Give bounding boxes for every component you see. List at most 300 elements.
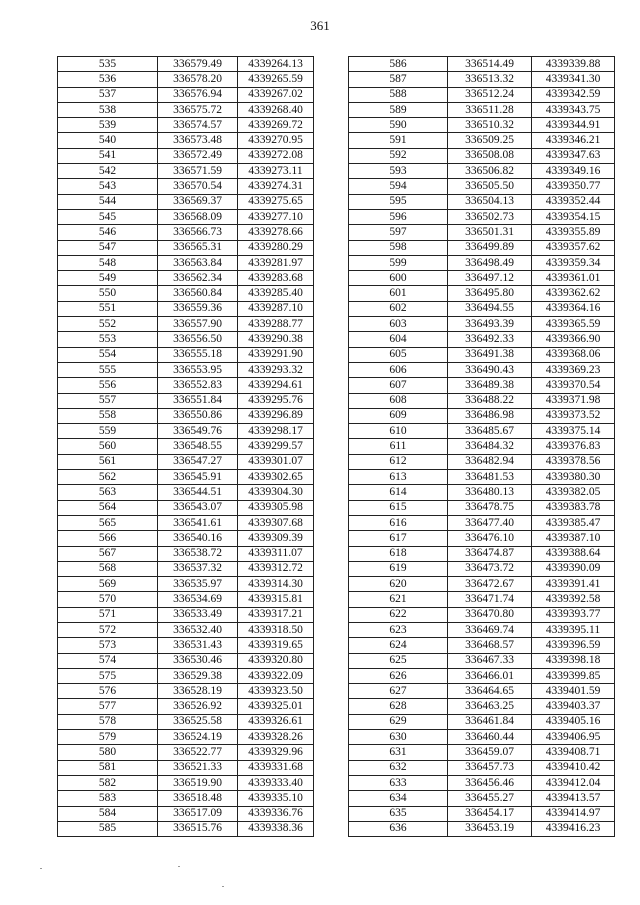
- x-coordinate-cell: 336477.40: [448, 515, 532, 530]
- y-coordinate-cell: 4339413.57: [532, 791, 615, 806]
- point-number-cell: 567: [58, 546, 158, 561]
- point-number-cell: 624: [349, 638, 448, 653]
- x-coordinate-cell: 336512.24: [448, 87, 532, 102]
- x-coordinate-cell: 336467.33: [448, 653, 532, 668]
- point-number-cell: 632: [349, 760, 448, 775]
- x-coordinate-cell: 336522.77: [158, 745, 238, 760]
- table-row: [58, 164, 314, 179]
- point-number-cell: 615: [349, 500, 448, 515]
- table-row: [58, 745, 314, 760]
- table-row: [349, 668, 615, 683]
- point-number-cell: 548: [58, 255, 158, 270]
- x-coordinate-cell: 336492.33: [448, 332, 532, 347]
- x-coordinate-cell: 336553.95: [158, 362, 238, 377]
- point-number-cell: 536: [58, 72, 158, 87]
- y-coordinate-cell: 4339414.97: [532, 806, 615, 821]
- y-coordinate-cell: 4339272.08: [238, 148, 314, 163]
- y-coordinate-cell: 4339399.85: [532, 668, 615, 683]
- point-number-cell: 547: [58, 240, 158, 255]
- y-coordinate-cell: 4339287.10: [238, 301, 314, 316]
- table-row: [58, 791, 314, 806]
- point-number-cell: 542: [58, 164, 158, 179]
- table-row: [349, 745, 615, 760]
- y-coordinate-cell: 4339366.90: [532, 332, 615, 347]
- y-coordinate-cell: 4339342.59: [532, 87, 615, 102]
- y-coordinate-cell: 4339277.10: [238, 209, 314, 224]
- x-coordinate-cell: 336494.55: [448, 301, 532, 316]
- table-row: [58, 714, 314, 729]
- table-row: [58, 378, 314, 393]
- point-number-cell: 603: [349, 317, 448, 332]
- x-coordinate-cell: 336490.43: [448, 362, 532, 377]
- x-coordinate-cell: 336559.36: [158, 301, 238, 316]
- point-number-cell: 622: [349, 607, 448, 622]
- point-number-cell: 566: [58, 531, 158, 546]
- table-row: [349, 821, 615, 836]
- table-row: [349, 118, 615, 133]
- x-coordinate-cell: 336508.08: [448, 148, 532, 163]
- y-coordinate-cell: 4339398.18: [532, 653, 615, 668]
- table-row: [349, 531, 615, 546]
- x-coordinate-cell: 336514.49: [448, 57, 532, 72]
- y-coordinate-cell: 4339315.81: [238, 592, 314, 607]
- x-coordinate-cell: 336469.74: [448, 622, 532, 637]
- y-coordinate-cell: 4339383.78: [532, 500, 615, 515]
- x-coordinate-cell: 336572.49: [158, 148, 238, 163]
- coordinates-table-right: [348, 56, 615, 837]
- table-row: [349, 653, 615, 668]
- point-number-cell: 629: [349, 714, 448, 729]
- y-coordinate-cell: 4339296.89: [238, 408, 314, 423]
- table-row: [58, 286, 314, 301]
- x-coordinate-cell: 336463.25: [448, 699, 532, 714]
- coordinates-table-left-body: [58, 57, 314, 837]
- point-number-cell: 619: [349, 561, 448, 576]
- y-coordinate-cell: 4339302.65: [238, 470, 314, 485]
- table-row: [58, 209, 314, 224]
- table-row: [349, 194, 615, 209]
- point-number-cell: 539: [58, 118, 158, 133]
- table-row: [58, 255, 314, 270]
- x-coordinate-cell: 336548.55: [158, 439, 238, 454]
- x-coordinate-cell: 336563.84: [158, 255, 238, 270]
- point-number-cell: 625: [349, 653, 448, 668]
- y-coordinate-cell: 4339416.23: [532, 821, 615, 836]
- table-row: [58, 240, 314, 255]
- point-number-cell: 634: [349, 791, 448, 806]
- x-coordinate-cell: 336489.38: [448, 378, 532, 393]
- point-number-cell: 537: [58, 87, 158, 102]
- table-row: [349, 408, 615, 423]
- table-row: [58, 424, 314, 439]
- point-number-cell: 535: [58, 57, 158, 72]
- x-coordinate-cell: 336470.80: [448, 607, 532, 622]
- table-row: [349, 500, 615, 515]
- x-coordinate-cell: 336498.49: [448, 255, 532, 270]
- point-number-cell: 563: [58, 485, 158, 500]
- point-number-cell: 631: [349, 745, 448, 760]
- table-row: [349, 347, 615, 362]
- table-row: [58, 684, 314, 699]
- x-coordinate-cell: 336557.90: [158, 317, 238, 332]
- table-row: [349, 57, 615, 72]
- table-row: [58, 531, 314, 546]
- point-number-cell: 627: [349, 684, 448, 699]
- y-coordinate-cell: 4339269.72: [238, 118, 314, 133]
- y-coordinate-cell: 4339371.98: [532, 393, 615, 408]
- y-coordinate-cell: 4339373.52: [532, 408, 615, 423]
- y-coordinate-cell: 4339408.71: [532, 745, 615, 760]
- point-number-cell: 613: [349, 470, 448, 485]
- table-row: [58, 470, 314, 485]
- x-coordinate-cell: 336460.44: [448, 730, 532, 745]
- x-coordinate-cell: 336537.32: [158, 561, 238, 576]
- y-coordinate-cell: 4339378.56: [532, 454, 615, 469]
- x-coordinate-cell: 336515.76: [158, 821, 238, 836]
- point-number-cell: 553: [58, 332, 158, 347]
- table-row: [349, 102, 615, 117]
- table-row: [349, 424, 615, 439]
- table-row: [58, 607, 314, 622]
- table-row: [349, 684, 615, 699]
- table-row: [349, 317, 615, 332]
- y-coordinate-cell: 4339274.31: [238, 179, 314, 194]
- point-number-cell: 598: [349, 240, 448, 255]
- point-number-cell: 623: [349, 622, 448, 637]
- point-number-cell: 636: [349, 821, 448, 836]
- point-number-cell: 599: [349, 255, 448, 270]
- y-coordinate-cell: 4339307.68: [238, 515, 314, 530]
- y-coordinate-cell: 4339298.17: [238, 424, 314, 439]
- x-coordinate-cell: 336485.67: [448, 424, 532, 439]
- point-number-cell: 590: [349, 118, 448, 133]
- x-coordinate-cell: 336499.89: [448, 240, 532, 255]
- x-coordinate-cell: 336565.31: [158, 240, 238, 255]
- point-number-cell: 580: [58, 745, 158, 760]
- table-row: [58, 317, 314, 332]
- point-number-cell: 570: [58, 592, 158, 607]
- point-number-cell: 561: [58, 454, 158, 469]
- point-number-cell: 586: [349, 57, 448, 72]
- y-coordinate-cell: 4339311.07: [238, 546, 314, 561]
- table-row: [349, 301, 615, 316]
- point-number-cell: 606: [349, 362, 448, 377]
- y-coordinate-cell: 4339312.72: [238, 561, 314, 576]
- point-number-cell: 555: [58, 362, 158, 377]
- table-row: [349, 622, 615, 637]
- y-coordinate-cell: 4339301.07: [238, 454, 314, 469]
- y-coordinate-cell: 4339364.16: [532, 301, 615, 316]
- x-coordinate-cell: 336533.49: [158, 607, 238, 622]
- table-row: [58, 393, 314, 408]
- x-coordinate-cell: 336532.40: [158, 622, 238, 637]
- x-coordinate-cell: 336488.22: [448, 393, 532, 408]
- y-coordinate-cell: 4339336.76: [238, 806, 314, 821]
- x-coordinate-cell: 336531.43: [158, 638, 238, 653]
- point-number-cell: 593: [349, 164, 448, 179]
- x-coordinate-cell: 336495.80: [448, 286, 532, 301]
- point-number-cell: 626: [349, 668, 448, 683]
- y-coordinate-cell: 4339273.11: [238, 164, 314, 179]
- table-row: [58, 653, 314, 668]
- x-coordinate-cell: 336464.65: [448, 684, 532, 699]
- point-number-cell: 585: [58, 821, 158, 836]
- point-number-cell: 568: [58, 561, 158, 576]
- y-coordinate-cell: 4339278.66: [238, 225, 314, 240]
- point-number-cell: 578: [58, 714, 158, 729]
- y-coordinate-cell: 4339335.10: [238, 791, 314, 806]
- point-number-cell: 588: [349, 87, 448, 102]
- x-coordinate-cell: 336568.09: [158, 209, 238, 224]
- point-number-cell: 562: [58, 470, 158, 485]
- x-coordinate-cell: 336569.37: [158, 194, 238, 209]
- point-number-cell: 595: [349, 194, 448, 209]
- x-coordinate-cell: 336579.49: [158, 57, 238, 72]
- x-coordinate-cell: 336535.97: [158, 577, 238, 592]
- y-coordinate-cell: 4339268.40: [238, 102, 314, 117]
- y-coordinate-cell: 4339329.96: [238, 745, 314, 760]
- point-number-cell: 546: [58, 225, 158, 240]
- y-coordinate-cell: 4339401.59: [532, 684, 615, 699]
- y-coordinate-cell: 4339362.62: [532, 286, 615, 301]
- point-number-cell: 608: [349, 393, 448, 408]
- y-coordinate-cell: 4339392.58: [532, 592, 615, 607]
- y-coordinate-cell: 4339331.68: [238, 760, 314, 775]
- table-row: [349, 775, 615, 790]
- y-coordinate-cell: 4339347.63: [532, 148, 615, 163]
- y-coordinate-cell: 4339299.57: [238, 439, 314, 454]
- table-row: [58, 546, 314, 561]
- table-row: [58, 500, 314, 515]
- table-row: [349, 806, 615, 821]
- point-number-cell: 576: [58, 684, 158, 699]
- table-row: [58, 301, 314, 316]
- point-number-cell: 621: [349, 592, 448, 607]
- x-coordinate-cell: 336510.32: [448, 118, 532, 133]
- y-coordinate-cell: 4339319.65: [238, 638, 314, 653]
- table-row: [58, 775, 314, 790]
- table-row: [58, 408, 314, 423]
- table-row: [349, 179, 615, 194]
- point-number-cell: 552: [58, 317, 158, 332]
- y-coordinate-cell: 4339368.06: [532, 347, 615, 362]
- x-coordinate-cell: 336504.13: [448, 194, 532, 209]
- y-coordinate-cell: 4339288.77: [238, 317, 314, 332]
- table-row: [58, 362, 314, 377]
- x-coordinate-cell: 336476.10: [448, 531, 532, 546]
- point-number-cell: 617: [349, 531, 448, 546]
- point-number-cell: 600: [349, 271, 448, 286]
- y-coordinate-cell: 4339295.76: [238, 393, 314, 408]
- table-row: [58, 57, 314, 72]
- y-coordinate-cell: 4339267.02: [238, 87, 314, 102]
- table-row: [58, 179, 314, 194]
- y-coordinate-cell: 4339325.01: [238, 699, 314, 714]
- point-number-cell: 571: [58, 607, 158, 622]
- x-coordinate-cell: 336552.83: [158, 378, 238, 393]
- point-number-cell: 614: [349, 485, 448, 500]
- y-coordinate-cell: 4339270.95: [238, 133, 314, 148]
- x-coordinate-cell: 336511.28: [448, 102, 532, 117]
- x-coordinate-cell: 336544.51: [158, 485, 238, 500]
- table-row: [349, 393, 615, 408]
- table-row: [58, 118, 314, 133]
- x-coordinate-cell: 336560.84: [158, 286, 238, 301]
- scan-speck: [40, 868, 42, 869]
- x-coordinate-cell: 336534.69: [158, 592, 238, 607]
- table-row: [349, 286, 615, 301]
- page-number: 361: [310, 18, 330, 33]
- point-number-cell: 551: [58, 301, 158, 316]
- point-number-cell: 596: [349, 209, 448, 224]
- table-row: [349, 607, 615, 622]
- table-row: [349, 561, 615, 576]
- x-coordinate-cell: 336524.19: [158, 730, 238, 745]
- point-number-cell: 604: [349, 332, 448, 347]
- y-coordinate-cell: 4339280.29: [238, 240, 314, 255]
- y-coordinate-cell: 4339410.42: [532, 760, 615, 775]
- y-coordinate-cell: 4339275.65: [238, 194, 314, 209]
- x-coordinate-cell: 336468.57: [448, 638, 532, 653]
- point-number-cell: 630: [349, 730, 448, 745]
- y-coordinate-cell: 4339283.68: [238, 271, 314, 286]
- point-number-cell: 618: [349, 546, 448, 561]
- y-coordinate-cell: 4339403.37: [532, 699, 615, 714]
- y-coordinate-cell: 4339290.38: [238, 332, 314, 347]
- x-coordinate-cell: 336493.39: [448, 317, 532, 332]
- y-coordinate-cell: 4339365.59: [532, 317, 615, 332]
- coordinates-table-left: [57, 56, 314, 837]
- point-number-cell: 592: [349, 148, 448, 163]
- y-coordinate-cell: 4339396.59: [532, 638, 615, 653]
- table-row: [58, 133, 314, 148]
- y-coordinate-cell: 4339341.30: [532, 72, 615, 87]
- x-coordinate-cell: 336478.75: [448, 500, 532, 515]
- point-number-cell: 577: [58, 699, 158, 714]
- y-coordinate-cell: 4339388.64: [532, 546, 615, 561]
- table-row: [58, 622, 314, 637]
- point-number-cell: 558: [58, 408, 158, 423]
- point-number-cell: 589: [349, 102, 448, 117]
- point-number-cell: 620: [349, 577, 448, 592]
- y-coordinate-cell: 4339376.83: [532, 439, 615, 454]
- table-row: [58, 72, 314, 87]
- table-row: [58, 561, 314, 576]
- x-coordinate-cell: 336486.98: [448, 408, 532, 423]
- y-coordinate-cell: 4339320.80: [238, 653, 314, 668]
- y-coordinate-cell: 4339387.10: [532, 531, 615, 546]
- table-row: [58, 821, 314, 836]
- table-row: [349, 439, 615, 454]
- table-row: [58, 730, 314, 745]
- x-coordinate-cell: 336570.54: [158, 179, 238, 194]
- x-coordinate-cell: 336491.38: [448, 347, 532, 362]
- point-number-cell: 557: [58, 393, 158, 408]
- point-number-cell: 560: [58, 439, 158, 454]
- y-coordinate-cell: 4339382.05: [532, 485, 615, 500]
- x-coordinate-cell: 336506.82: [448, 164, 532, 179]
- point-number-cell: 573: [58, 638, 158, 653]
- point-number-cell: 602: [349, 301, 448, 316]
- table-row: [349, 378, 615, 393]
- y-coordinate-cell: 4339317.21: [238, 607, 314, 622]
- x-coordinate-cell: 336482.94: [448, 454, 532, 469]
- y-coordinate-cell: 4339352.44: [532, 194, 615, 209]
- x-coordinate-cell: 336481.53: [448, 470, 532, 485]
- point-number-cell: 607: [349, 378, 448, 393]
- point-number-cell: 543: [58, 179, 158, 194]
- point-number-cell: 569: [58, 577, 158, 592]
- y-coordinate-cell: 4339354.15: [532, 209, 615, 224]
- y-coordinate-cell: 4339305.98: [238, 500, 314, 515]
- x-coordinate-cell: 336545.91: [158, 470, 238, 485]
- y-coordinate-cell: 4339406.95: [532, 730, 615, 745]
- table-row: [58, 347, 314, 362]
- x-coordinate-cell: 336521.33: [158, 760, 238, 775]
- x-coordinate-cell: 336576.94: [158, 87, 238, 102]
- point-number-cell: 564: [58, 500, 158, 515]
- point-number-cell: 582: [58, 775, 158, 790]
- table-row: [349, 714, 615, 729]
- x-coordinate-cell: 336454.17: [448, 806, 532, 821]
- table-row: [58, 577, 314, 592]
- y-coordinate-cell: 4339370.54: [532, 378, 615, 393]
- y-coordinate-cell: 4339338.36: [238, 821, 314, 836]
- x-coordinate-cell: 336513.32: [448, 72, 532, 87]
- table-row: [349, 638, 615, 653]
- table-row: [349, 791, 615, 806]
- point-number-cell: 554: [58, 347, 158, 362]
- table-row: [349, 271, 615, 286]
- table-row: [349, 209, 615, 224]
- point-number-cell: 601: [349, 286, 448, 301]
- x-coordinate-cell: 336549.76: [158, 424, 238, 439]
- table-row: [58, 102, 314, 117]
- table-row: [349, 240, 615, 255]
- x-coordinate-cell: 336517.09: [158, 806, 238, 821]
- x-coordinate-cell: 336509.25: [448, 133, 532, 148]
- point-number-cell: 583: [58, 791, 158, 806]
- table-row: [349, 577, 615, 592]
- table-row: [349, 470, 615, 485]
- point-number-cell: 541: [58, 148, 158, 163]
- table-row: [349, 72, 615, 87]
- y-coordinate-cell: 4339405.16: [532, 714, 615, 729]
- y-coordinate-cell: 4339339.88: [532, 57, 615, 72]
- x-coordinate-cell: 336571.59: [158, 164, 238, 179]
- point-number-cell: 579: [58, 730, 158, 745]
- y-coordinate-cell: 4339350.77: [532, 179, 615, 194]
- point-number-cell: 565: [58, 515, 158, 530]
- table-row: [58, 760, 314, 775]
- point-number-cell: 556: [58, 378, 158, 393]
- x-coordinate-cell: 336459.07: [448, 745, 532, 760]
- x-coordinate-cell: 336575.72: [158, 102, 238, 117]
- x-coordinate-cell: 336473.72: [448, 561, 532, 576]
- y-coordinate-cell: 4339412.04: [532, 775, 615, 790]
- x-coordinate-cell: 336526.92: [158, 699, 238, 714]
- x-coordinate-cell: 336530.46: [158, 653, 238, 668]
- table-row: [349, 362, 615, 377]
- table-row: [58, 668, 314, 683]
- y-coordinate-cell: 4339285.40: [238, 286, 314, 301]
- point-number-cell: 544: [58, 194, 158, 209]
- point-number-cell: 549: [58, 271, 158, 286]
- table-row: [58, 194, 314, 209]
- y-coordinate-cell: 4339361.01: [532, 271, 615, 286]
- x-coordinate-cell: 336456.46: [448, 775, 532, 790]
- table-row: [58, 806, 314, 821]
